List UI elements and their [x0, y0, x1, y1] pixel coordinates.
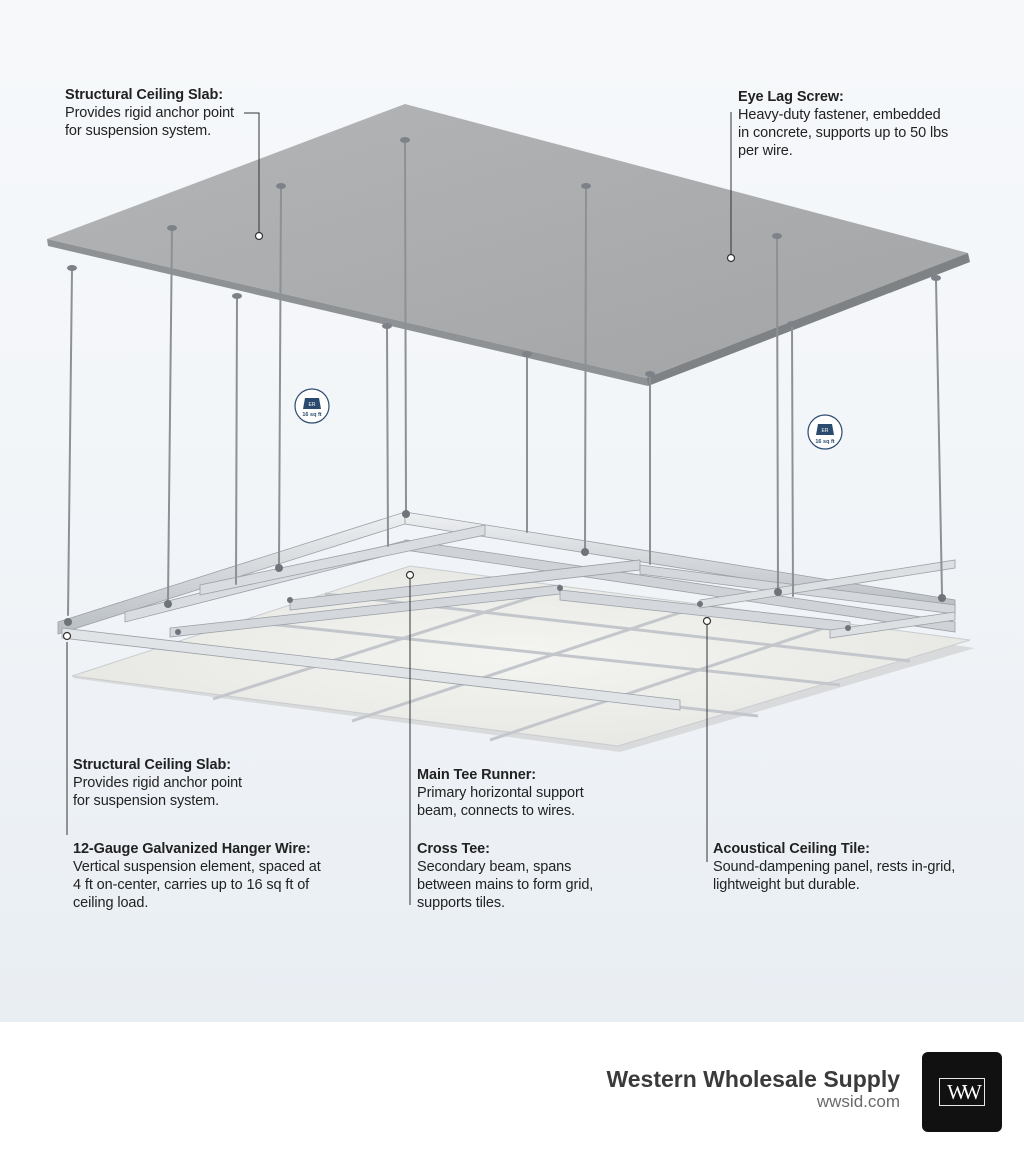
callout-hanger-wire-title: 12-Gauge Galvanized Hanger Wire: — [73, 841, 311, 857]
callout-cross-tee-line-1: Secondary beam, spans — [417, 859, 572, 875]
callout-slab-bottom-line-1: Provides rigid anchor point — [73, 775, 242, 791]
callout-eye-lag — [738, 88, 948, 160]
callout-tile-title: Acoustical Ceiling Tile: — [713, 841, 870, 857]
callout-tile-line-2: lightweight but durable. — [713, 877, 860, 893]
logo-monogram: WW — [947, 1080, 977, 1104]
callout-hanger-wire-line-1: Vertical suspension element, spaced at — [73, 859, 321, 875]
callout-slab-bottom — [73, 756, 242, 810]
callout-hanger-wire-line-2: 4 ft on-center, carries up to 16 sq ft of — [73, 877, 310, 893]
footer — [0, 1022, 1024, 1154]
load-badge-left-label: 16 sq ft — [302, 412, 322, 418]
callout-tile-line-1: Sound-dampening panel, rests in-grid, — [713, 859, 956, 875]
callout-main-tee-title: Main Tee Runner: — [417, 767, 536, 783]
brand-name: Western Wholesale Supply — [606, 1066, 900, 1092]
callout-main-tee-line-1: Primary horizontal support — [417, 785, 584, 801]
callout-main-tee — [417, 766, 584, 820]
brand-url[interactable]: wwsid.com — [816, 1092, 900, 1111]
load-badge-right-label: 16 sq ft — [815, 439, 835, 445]
callout-cross-tee-line-2: between mains to form grid, — [417, 877, 594, 893]
load-badge-right-weight: ER — [821, 428, 829, 434]
callout-cross-tee-line-3: supports tiles. — [417, 895, 505, 911]
callout-slab-top-title: Structural Ceiling Slab: — [65, 87, 223, 103]
callout-hanger-wire — [73, 840, 321, 912]
callout-slab-bottom-line-2: for suspension system. — [73, 793, 220, 809]
callout-slab-top-line-2: for suspension system. — [65, 123, 212, 139]
callout-slab-top — [65, 86, 234, 140]
callout-eye-lag-line-3: per wire. — [738, 143, 793, 159]
callout-eye-lag-title: Eye Lag Screw: — [738, 89, 844, 105]
callout-main-tee-line-2: beam, connects to wires. — [417, 803, 575, 819]
callout-eye-lag-line-2: in concrete, supports up to 50 lbs — [738, 125, 949, 141]
callout-cross-tee — [417, 840, 593, 912]
callout-cross-tee-title: Cross Tee: — [417, 841, 490, 857]
callout-eye-lag-line-1: Heavy-duty fastener, embedded — [738, 107, 941, 123]
callout-tile — [713, 840, 955, 894]
brand-logo[interactable] — [922, 1052, 1002, 1132]
load-badge-left-weight: ER — [308, 402, 316, 408]
callout-slab-top-line-1: Provides rigid anchor point — [65, 105, 234, 121]
callout-hanger-wire-line-3: ceiling load. — [73, 895, 149, 911]
load-badge-left — [295, 389, 329, 423]
callout-slab-bottom-title: Structural Ceiling Slab: — [73, 757, 231, 773]
load-badge-right — [808, 415, 842, 449]
